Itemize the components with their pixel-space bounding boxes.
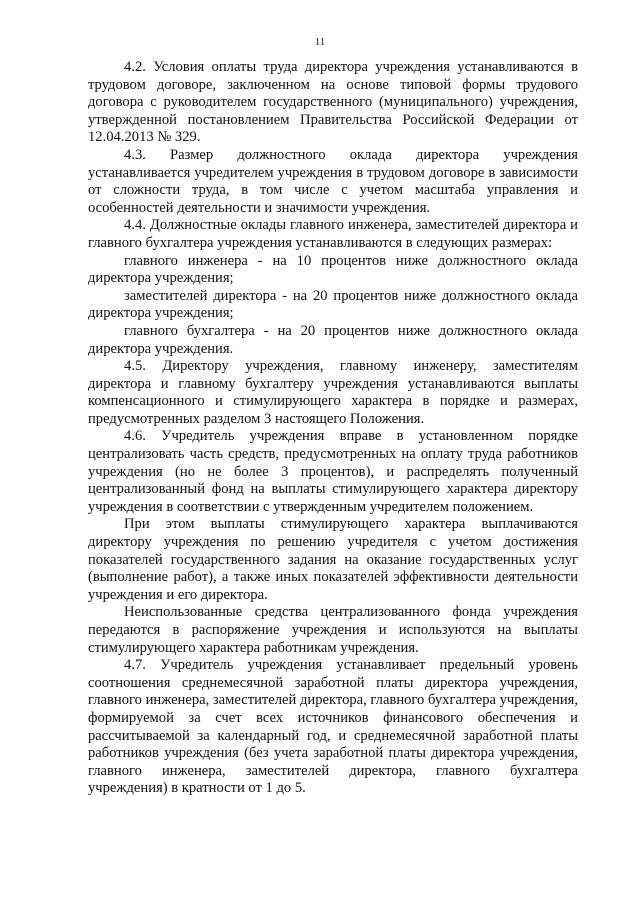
paragraph-4-2: 4.2. Условия оплаты труда директора учреждения устанавливаются в трудовом договоре, заключенном на основе типовой формы трудового договора с руководителем государственного (муниципального) учреждения, утвержденной постановлением Правительства Российской Федерации от 12.04.2013 № 329. (88, 59, 578, 146)
paragraph-4-7: 4.7. Учредитель учреждения устанавливает предельный уровень соотношения среднемесячной заработной платы директора учреждения, главного инженера, заместителей директора, главного бухгалтера учреждения, формируемой за счет всех источников финансового обеспечения и рассчитываемой за календарный год, и среднемесячной заработной платы работников учреждения (без учета заработной платы директора учреждения, главного инженера, заместителей директора, главного бухгалтера учреждения) в кратности от 1 до 5. (88, 657, 578, 797)
list-item-chief-accountant: главного бухгалтера - на 20 процентов ниже должностного оклада директора учреждения. (88, 322, 578, 357)
paragraph-4-4: 4.4. Должностные оклады главного инженера, заместителей директора и главного бухгалтера учреждения устанавливаются в следующих размерах: (88, 217, 578, 251)
paragraph-incentive-payments: При этом выплаты стимулирующего характера выплачиваются директору учреждения по решению учредителя с учетом достижения показателей государственного задания на оказание государственных услуг (выполнение работ), а также иных показателей эффективности деятельности учреждения и его директора. (88, 516, 578, 603)
paragraph-4-3: 4.3. Размер должностного оклада директора учреждения устанавливается учредителем учреждения в трудовом договоре в зависимости от сложности труда, в том числе с учетом масштаба управления и особенностей деятельности и значимости учреждения. (88, 146, 578, 216)
paragraph-4-5: 4.5. Директору учреждения, главному инженеру, заместителям директора и главному бухгалтеру учреждения устанавливаются выплаты компенсационного и стимулирующего характера в порядке и размерах, предусмотренных разделом 3 настоящего Положения. (88, 358, 578, 427)
document-body (88, 59, 578, 798)
list-item-chief-engineer: главного инженера - на 10 процентов ниже должностного оклада директора учреждения; (88, 252, 578, 287)
page-number: 11 (314, 36, 326, 48)
paragraph-4-6: 4.6. Учредитель учреждения вправе в установленном порядке централизовать часть средств, предусмотренных на оплату труда работников учреждения (но не более 3 процентов), и распределять полученный централизованный фонд на выплаты стимулирующего характера директору учреждения в соответствии с утвержденным учредителем положением. (88, 428, 578, 515)
list-item-deputy-directors: заместителей директора - на 20 процентов ниже должностного оклада директора учреждения; (88, 287, 578, 322)
paragraph-unused-funds: Неиспользованные средства централизованного фонда учреждения передаются в распоряжение учреждения и используются на выплаты стимулирующего характера работникам учреждения. (88, 604, 578, 656)
